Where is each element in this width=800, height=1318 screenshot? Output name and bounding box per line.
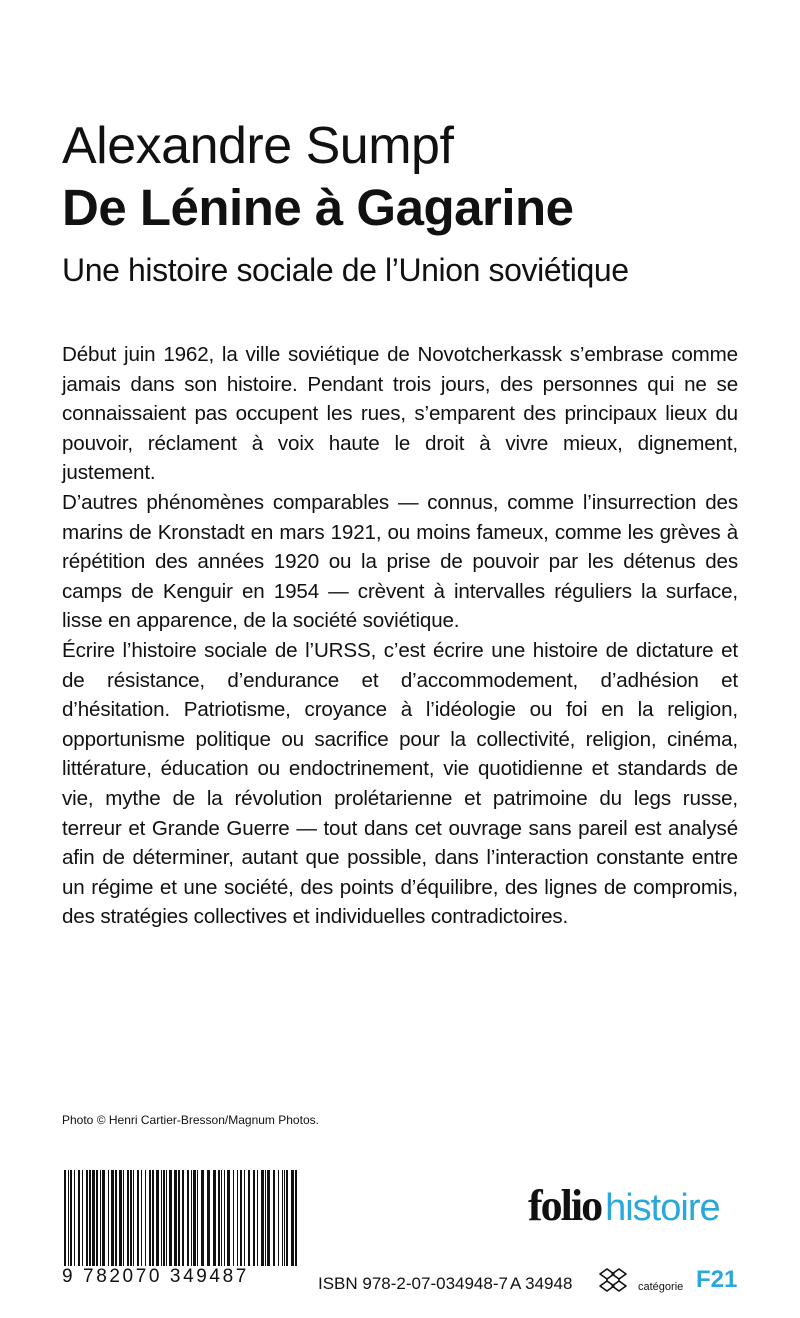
barcode-bar: [161, 1170, 162, 1266]
barcode-bar: [291, 1170, 294, 1266]
barcode-bar: [130, 1170, 132, 1266]
barcode-bar: [89, 1170, 91, 1266]
barcode-bar: [137, 1170, 139, 1266]
barcode-bar: [115, 1170, 117, 1266]
category-code: F21: [696, 1266, 738, 1293]
barcode-bar: [191, 1170, 192, 1266]
barcode-bar: [213, 1170, 216, 1266]
barcode-bar: [278, 1170, 279, 1266]
barcode-bar: [108, 1170, 109, 1266]
barcode-bar: [156, 1170, 159, 1266]
barcode-bar: [119, 1170, 122, 1266]
books-icon: [596, 1264, 630, 1298]
photo-credit: Photo © Henri Cartier-Bresson/Magnum Photos.: [62, 1113, 319, 1127]
barcode-bar: [111, 1170, 114, 1266]
barcode-bar: [187, 1170, 189, 1266]
barcode-bar: [182, 1170, 184, 1266]
barcode-bar: [233, 1170, 234, 1266]
barcode-bar: [282, 1170, 283, 1266]
author-name: Alexandre Sumpf: [62, 117, 454, 175]
barcode-bar: [193, 1170, 196, 1266]
barcode-bar: [286, 1170, 288, 1266]
barcode-bar: [127, 1170, 129, 1266]
barcode-bar: [86, 1170, 88, 1266]
barcode-bar: [92, 1170, 95, 1266]
barcode-bar: [141, 1170, 142, 1266]
barcode-bar: [227, 1170, 230, 1266]
barcode-bar: [267, 1170, 270, 1266]
isbn-number: ISBN 978-2-07-034948-7: [318, 1274, 508, 1293]
barcode-bar: [145, 1170, 146, 1266]
category-label: catégorie: [638, 1281, 684, 1293]
barcode-bar: [174, 1170, 177, 1266]
barcode-bar: [149, 1170, 151, 1266]
blurb-text: [62, 340, 738, 932]
barcode-bar: [64, 1170, 66, 1266]
barcode-bar: [253, 1170, 255, 1266]
barcode-bar: [197, 1170, 198, 1266]
barcode-bar: [123, 1170, 124, 1266]
barcode-bar: [70, 1170, 72, 1266]
barcode-bar: [265, 1170, 266, 1266]
book-title: De Lénine à Gagarine: [62, 179, 574, 236]
barcode-bar: [166, 1170, 167, 1266]
folio-histoire-logo: [528, 1180, 720, 1232]
barcode-bar: [74, 1170, 75, 1266]
barcode-bar: [100, 1170, 101, 1266]
barcode-bar: [257, 1170, 258, 1266]
barcode-bar: [133, 1170, 134, 1266]
barcode-bar: [82, 1170, 83, 1266]
barcode-bar: [237, 1170, 238, 1266]
barcode-bar: [244, 1170, 245, 1266]
barcode-bar: [295, 1170, 297, 1266]
barcode-digits: 9 782070 349487: [62, 1266, 249, 1287]
barcode-bar: [201, 1170, 204, 1266]
barcode-bar: [152, 1170, 154, 1266]
barcode-bar: [273, 1170, 275, 1266]
logo-histoire: histoire: [605, 1187, 720, 1229]
blurb-paragraph: D’autres phénomènes comparables — connus, comme l’insurrection des marins de Kronstadt en mars 1921, ou moins fameux, comme les grèves à répétition des années 1920 ou la prise de pouvoir par les détenus des camps de Kenguir en 1954 — crèvent à intervalles réguliers la surface, lisse en apparence, de la société soviétique.: [62, 490, 738, 633]
barcode-bar: [240, 1170, 242, 1266]
barcode-bar: [207, 1170, 210, 1266]
logo-folio: folio: [528, 1181, 602, 1230]
barcode-bar: [221, 1170, 222, 1266]
barcode-bar: [178, 1170, 180, 1266]
barcode-bar: [68, 1170, 69, 1266]
catalog-code: A 34948: [510, 1274, 573, 1293]
book-subtitle: Une histoire sociale de l’Union soviétique: [62, 252, 629, 288]
barcode-bar: [218, 1170, 220, 1266]
barcode-bar: [163, 1170, 165, 1266]
barcode-bar: [169, 1170, 172, 1266]
barcode-bar: [261, 1170, 264, 1266]
barcode-bar: [96, 1170, 98, 1266]
barcode-bar: [78, 1170, 80, 1266]
barcode-bar: [102, 1170, 105, 1266]
barcode: [62, 1170, 302, 1266]
blurb-paragraph: Début juin 1962, la ville soviétique de Novotcherkassk s’embrase comme jamais dans son histoire. Pendant trois jours, des personnes qui ne se connaissaient pas occupent les rues, s’emparent des principaux lieux du pouvoir, réclament à voix haute le droit à vivre mieux, dignement, justement.: [62, 343, 738, 485]
blurb-paragraph: Écrire l’histoire sociale de l’URSS, c’est écrire une histoire de dictature et de résistance, d’endurance et d’accommodement, d’adhésion et d’hésitation. Patriotisme, croyance à l’idéologie ou foi en la religion, opportunisme politique ou sacrifice pour la collectivité, religion, cinéma, littérature, éducation ou endoctrinement, vie quotidienne et standards de vie, mythe de la révolution prolétarienne et patrimoine du legs russe, terreur et Grande Guerre — tout dans cet ouvrage sans pareil est analysé afin de déterminer, autant que possible, dans l’interaction constante entre un régime et une société, des points d’équilibre, des lignes de compromis, des stratégies collectives et individuelles contradictoires.: [62, 638, 738, 929]
barcode-bar: [248, 1170, 250, 1266]
barcode-bar: [284, 1170, 285, 1266]
barcode-bar: [224, 1170, 225, 1266]
